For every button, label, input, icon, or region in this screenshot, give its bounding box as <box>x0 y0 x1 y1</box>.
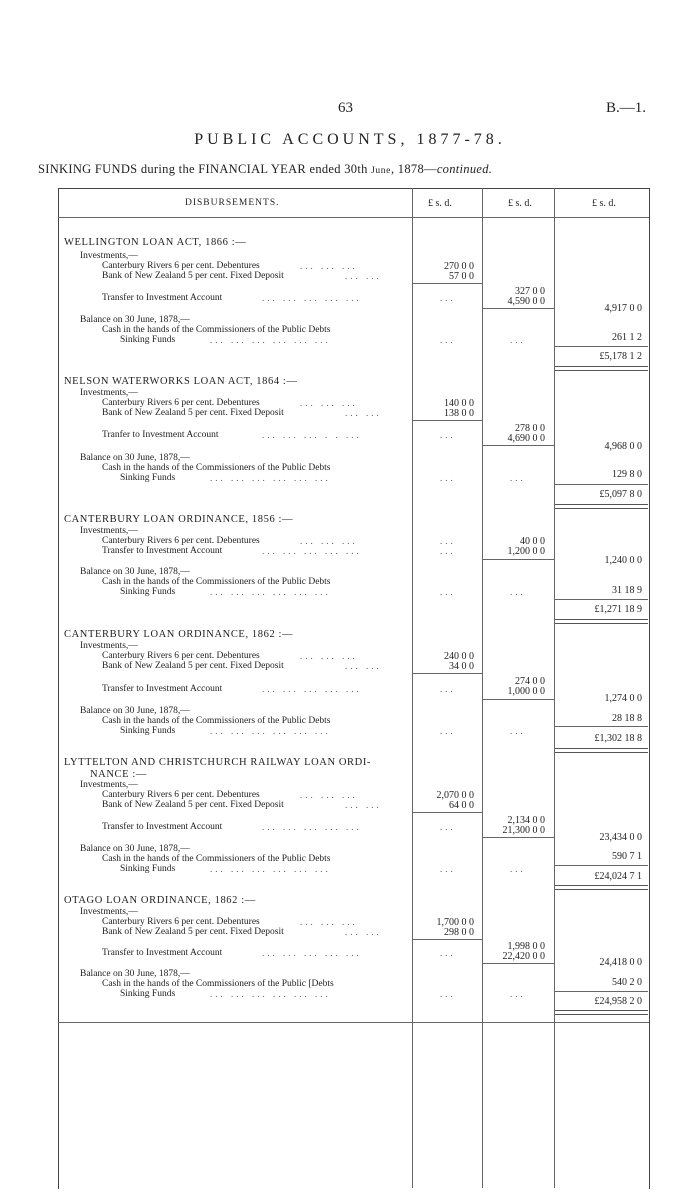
leader-dots: ... <box>510 335 526 345</box>
subtotal-rule <box>413 812 482 813</box>
investment-amount: 1,700 0 0 <box>436 917 474 928</box>
leader-dots: ... ... <box>345 927 382 937</box>
subtitle-prefix: SINKING FUNDS during the FINANCIAL YEAR ended 30th <box>38 162 368 176</box>
double-rule <box>555 748 648 753</box>
column-header-money-1: £ s. d. <box>428 198 452 209</box>
section-subtotal: 1,274 0 0 <box>604 693 642 704</box>
investment-line-label: Canterbury Rivers 6 per cent. Debentures <box>102 790 260 800</box>
leader-dots: ... ... ... <box>300 651 358 661</box>
investment-amount: 298 0 0 <box>444 927 474 938</box>
transfer-label: Transfer to Investment Account <box>102 546 223 556</box>
cash-label: Cash in the hands of the Commissioners of the Public [Debts <box>102 979 334 989</box>
transfer-amount: 4,590 0 0 <box>507 296 545 307</box>
total-rule <box>555 726 648 727</box>
investment-line-label: Canterbury Rivers 6 per cent. Debentures <box>102 917 260 927</box>
investment-amount: 138 0 0 <box>444 408 474 419</box>
subtitle-suffix: , 1878— <box>390 162 437 176</box>
section-title: CANTERBURY LOAN ORDINANCE, 1856 :— <box>64 514 294 525</box>
leader-dots: ... <box>510 473 526 483</box>
investment-amount: 240 0 0 <box>444 651 474 662</box>
cash-label: Cash in the hands of the Commissioners of the Public Debts <box>102 325 331 335</box>
transfer-amount: 1,000 0 0 <box>507 686 545 697</box>
subtotal-rule <box>483 837 554 838</box>
investments-label: Investments,— <box>80 251 138 261</box>
subtotal-rule <box>483 559 554 560</box>
subtotal-rule <box>483 699 554 700</box>
leader-dots: ... ... <box>345 800 382 810</box>
section-total: £1,302 18 8 <box>594 733 642 744</box>
investment-line-label: Canterbury Rivers 6 per cent. Debentures <box>102 651 260 661</box>
leader-dots: ... <box>440 989 456 999</box>
leader-dots: ... ... ... ... ... ... <box>210 726 331 736</box>
column-header-disbursements: DISBURSEMENTS. <box>185 198 280 208</box>
sinking-funds-label: Sinking Funds <box>120 473 176 483</box>
subtotal-rule <box>413 283 482 284</box>
transfer-amount: 22,420 0 0 <box>502 951 545 962</box>
transfer-label: Transfer to Investment Account <box>102 293 223 303</box>
section-subtotal: 4,968 0 0 <box>604 441 642 452</box>
leader-dots: ... <box>440 864 456 874</box>
leader-dots: ... <box>510 864 526 874</box>
transfer-amount: 1,200 0 0 <box>507 546 545 557</box>
investments-label: Investments,— <box>80 907 138 917</box>
section-title: NELSON WATERWORKS LOAN ACT, 1864 :— <box>64 376 298 387</box>
investment-amount: 34 0 0 <box>449 661 474 672</box>
transfer-label: Transfer to Investment Account <box>102 948 223 958</box>
cash-label: Cash in the hands of the Commissioners of the Public Debts <box>102 716 331 726</box>
sinking-funds-label: Sinking Funds <box>120 726 176 736</box>
leader-dots: ... <box>440 546 456 556</box>
leader-dots: ... ... ... ... ... ... <box>210 989 331 999</box>
table-bottom-rule <box>58 1022 649 1023</box>
investments-total: 40 0 0 <box>520 536 545 547</box>
investments-label: Investments,— <box>80 641 138 651</box>
total-rule <box>555 484 648 485</box>
page-title: PUBLIC ACCOUNTS, 1877-78. <box>194 131 506 148</box>
subtotal-rule <box>483 445 554 446</box>
investment-line-label: Canterbury Rivers 6 per cent. Debentures <box>102 536 260 546</box>
section-total: £5,178 1 2 <box>599 351 642 362</box>
leader-dots: ... <box>440 335 456 345</box>
leader-dots: ... ... <box>345 661 382 671</box>
section-subtotal: 23,434 0 0 <box>599 832 642 843</box>
page-number: 63 <box>338 100 353 116</box>
investment-amount: 64 0 0 <box>449 800 474 811</box>
total-rule <box>555 346 648 347</box>
leader-dots: ... ... ... ... ... ... <box>210 587 331 597</box>
investment-amount: 57 0 0 <box>449 271 474 282</box>
investment-line-label: Bank of New Zealand 5 per cent. Fixed Deposit <box>102 408 284 418</box>
investment-line-label: Bank of New Zealand 5 per cent. Fixed Deposit <box>102 271 284 281</box>
leader-dots: ... ... ... . . ... <box>262 430 362 440</box>
section-total: £24,024 7 1 <box>594 871 642 882</box>
leader-dots: ... ... ... ... ... <box>262 293 362 303</box>
investments-label: Investments,— <box>80 526 138 536</box>
leader-dots: ... <box>440 430 456 440</box>
leader-dots: ... <box>440 536 456 546</box>
balance-label: Balance on 30 June, 1878,— <box>80 567 190 577</box>
investment-line-label: Bank of New Zealand 5 per cent. Fixed Deposit <box>102 927 284 937</box>
leader-dots: ... ... ... ... ... <box>262 822 362 832</box>
subtitle-continued: continued. <box>436 162 493 176</box>
double-rule <box>555 504 648 509</box>
balance-label: Balance on 30 June, 1878,— <box>80 315 190 325</box>
cash-amount: 31 18 9 <box>612 585 642 596</box>
leader-dots: ... ... ... ... ... ... <box>210 864 331 874</box>
leader-dots: ... <box>440 684 456 694</box>
leader-dots: ... <box>440 293 456 303</box>
leader-dots: ... <box>440 473 456 483</box>
double-rule <box>555 366 648 371</box>
investment-line-label: Bank of New Zealand 5 per cent. Fixed Deposit <box>102 661 284 671</box>
leader-dots: ... ... ... ... ... <box>262 546 362 556</box>
investments-total: 327 0 0 <box>515 286 545 297</box>
transfer-label: Tranfer to Investment Account <box>102 430 219 440</box>
transfer-amount: 21,300 0 0 <box>502 825 545 836</box>
section-title-continued: NANCE :— <box>90 769 148 780</box>
column-divider-3 <box>554 188 555 1188</box>
sinking-funds-label: Sinking Funds <box>120 587 176 597</box>
investment-line-label: Canterbury Rivers 6 per cent. Debentures <box>102 261 260 271</box>
leader-dots: ... <box>440 948 456 958</box>
leader-dots: ... ... <box>345 271 382 281</box>
page-subtitle <box>38 162 492 177</box>
leader-dots: ... ... ... ... ... ... <box>210 335 331 345</box>
column-divider-1 <box>412 188 413 1188</box>
double-rule <box>555 619 648 624</box>
leader-dots: ... ... ... <box>300 261 358 271</box>
cash-amount: 28 18 8 <box>612 713 642 724</box>
leader-dots: ... ... ... ... ... <box>262 684 362 694</box>
cash-label: Cash in the hands of the Commissioners of the Public Debts <box>102 577 331 587</box>
leader-dots: ... <box>510 726 526 736</box>
transfer-amount: 4,690 0 0 <box>507 433 545 444</box>
investments-total: 274 0 0 <box>515 676 545 687</box>
leader-dots: ... ... ... ... ... ... <box>210 473 331 483</box>
section-subtotal: 24,418 0 0 <box>599 957 642 968</box>
investments-total: 2,134 0 0 <box>507 815 545 826</box>
section-subtotal: 4,917 0 0 <box>604 303 642 314</box>
balance-label: Balance on 30 June, 1878,— <box>80 969 190 979</box>
subtotal-rule <box>413 420 482 421</box>
subtotal-rule <box>483 963 554 964</box>
investments-label: Investments,— <box>80 780 138 790</box>
balance-label: Balance on 30 June, 1878,— <box>80 453 190 463</box>
investment-amount: 2,070 0 0 <box>436 790 474 801</box>
investments-label: Investments,— <box>80 388 138 398</box>
cash-amount: 540 2 0 <box>612 977 642 988</box>
column-header-money-2: £ s. d. <box>508 198 532 209</box>
leader-dots: ... ... ... ... ... <box>262 948 362 958</box>
subtotal-rule <box>413 939 482 940</box>
cash-label: Cash in the hands of the Commissioners of the Public Debts <box>102 463 331 473</box>
total-rule <box>555 991 648 992</box>
investments-total: 278 0 0 <box>515 423 545 434</box>
section-title: CANTERBURY LOAN ORDINANCE, 1862 :— <box>64 629 294 640</box>
cash-amount: 129 8 0 <box>612 469 642 480</box>
section-total: £24,958 2 0 <box>594 996 642 1007</box>
section-total: £5,097 8 0 <box>599 489 642 500</box>
subtotal-rule <box>413 673 482 674</box>
document-reference: B.—1. <box>606 100 647 116</box>
double-rule <box>555 885 648 890</box>
investment-line-label: Canterbury Rivers 6 per cent. Debentures <box>102 398 260 408</box>
investment-line-label: Bank of New Zealand 5 per cent. Fixed Deposit <box>102 800 284 810</box>
balance-label: Balance on 30 June, 1878,— <box>80 844 190 854</box>
sinking-funds-label: Sinking Funds <box>120 989 176 999</box>
leader-dots: ... ... ... <box>300 790 358 800</box>
transfer-label: Transfer to Investment Account <box>102 822 223 832</box>
section-title: OTAGO LOAN ORDINANCE, 1862 :— <box>64 895 256 906</box>
cash-amount: 590 7 1 <box>612 851 642 862</box>
subtotal-rule <box>483 308 554 309</box>
leader-dots: ... ... ... <box>300 398 358 408</box>
leader-dots: ... <box>440 726 456 736</box>
sinking-funds-label: Sinking Funds <box>120 335 176 345</box>
leader-dots: ... <box>510 989 526 999</box>
subtitle-month: June <box>371 166 391 176</box>
leader-dots: ... ... <box>345 408 382 418</box>
section-title: WELLINGTON LOAN ACT, 1866 :— <box>64 237 247 248</box>
balance-label: Balance on 30 June, 1878,— <box>80 706 190 716</box>
column-header-money-3: £ s. d. <box>592 198 616 209</box>
transfer-label: Transfer to Investment Account <box>102 684 223 694</box>
leader-dots: ... ... ... <box>300 917 358 927</box>
sinking-funds-label: Sinking Funds <box>120 864 176 874</box>
section-total: £1,271 18 9 <box>594 604 642 615</box>
section-subtotal: 1,240 0 0 <box>604 555 642 566</box>
leader-dots: ... ... ... <box>300 536 358 546</box>
leader-dots: ... <box>510 587 526 597</box>
cash-amount: 261 1 2 <box>612 332 642 343</box>
total-rule <box>555 599 648 600</box>
total-rule <box>555 865 648 866</box>
investment-amount: 140 0 0 <box>444 398 474 409</box>
double-rule <box>555 1010 648 1015</box>
column-divider-2 <box>482 188 483 1188</box>
leader-dots: ... <box>440 587 456 597</box>
cash-label: Cash in the hands of the Commissioners of the Public Debts <box>102 854 331 864</box>
leader-dots: ... <box>440 822 456 832</box>
section-title: LYTTELTON AND CHRISTCHURCH RAILWAY LOAN ORDI- <box>64 757 372 768</box>
investment-amount: 270 0 0 <box>444 261 474 272</box>
investments-total: 1,998 0 0 <box>507 941 545 952</box>
header-rule <box>58 217 649 218</box>
